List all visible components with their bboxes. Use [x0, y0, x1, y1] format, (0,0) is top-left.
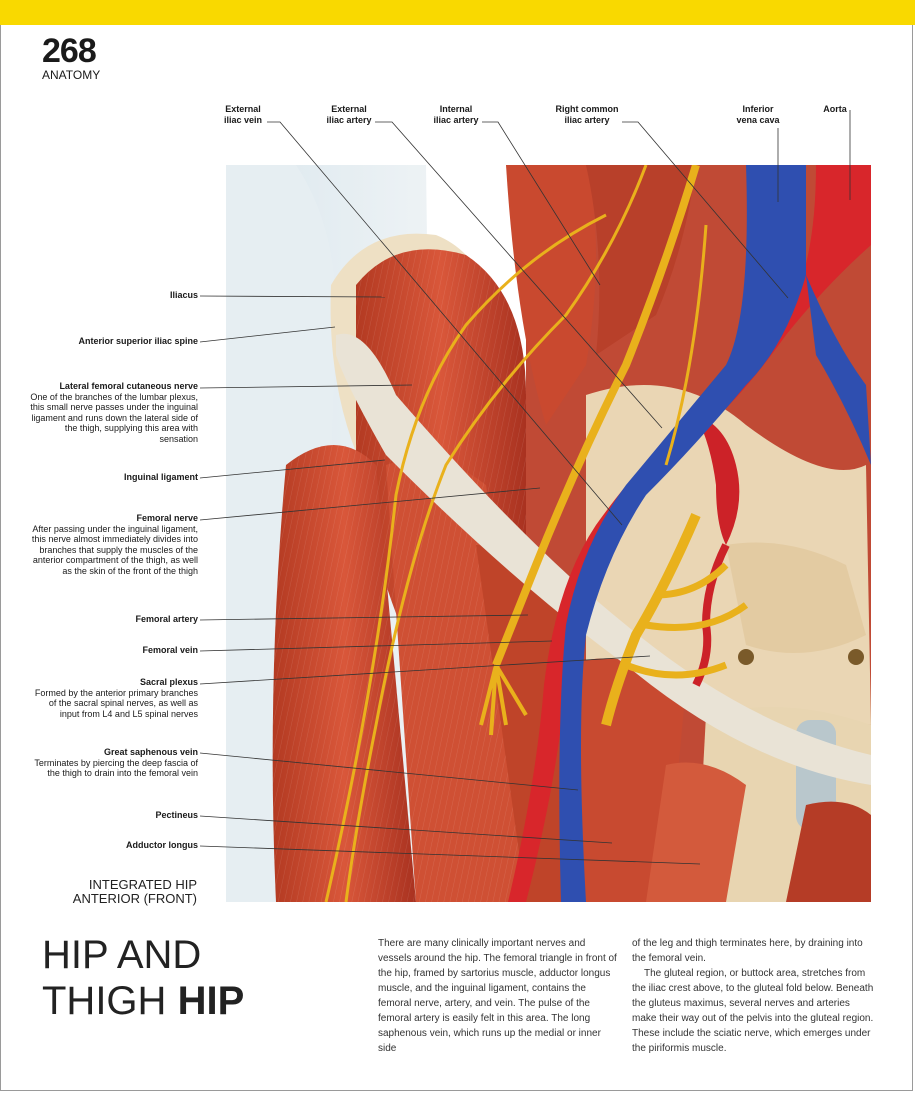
label-femoral-nerve: Femoral nerve After passing under the inguinal ligament, this nerve almost immediately divides into branches that supply the muscles of the anterior compartment of the thigh, as well as the skin of the front of the thigh [31, 513, 198, 576]
body-column-1: There are many clinically important nerves and vessels around the hip. The femoral triangle in front of the hip, framed by sartorius muscle, adductor longus muscle, and the inguinal ligament, contains the femoral nerve, artery, and vein. The pulse of the femoral artery is easily felt in this area. The long saphenous vein, which runs up the medial or inner side [378, 938, 617, 1054]
label-iliacus: Iliacus [169, 290, 198, 300]
label-lateral-femoral-cutaneous-nerve: Lateral femoral cutaneous nerve One of the branches of the lumbar plexus, this small nerve passes under the inguinal ligament and runs down the lateral side of the thigh, supplying this area with sensation [30, 381, 198, 444]
label-femoral-vein: Femoral vein [142, 645, 198, 655]
section-name: ANATOMY [42, 68, 101, 82]
page-number: 268 [42, 32, 96, 70]
label-adductor-longus: Adductor longus [126, 840, 198, 850]
label-internal-iliac-artery: Internal iliac artery [433, 104, 479, 125]
hip-anatomy-illustration [226, 165, 871, 902]
label-sacral-plexus: Sacral plexus Formed by the anterior primary branches of the sacral spinal nerves, as well as input from L4 and L5 spinal nerves [34, 677, 198, 719]
figure-caption: INTEGRATED HIP ANTERIOR (FRONT) [72, 877, 197, 906]
body-column-2: of the leg and thigh terminates here, by draining into the femoral vein. The gluteal region, or buttock area, stretches from the iliac crest above, to the gluteal fold below. Beneath the gluteus maximus, several nerves and arteries make their way out of the pelvis into the gluteal region. These include the sciatic nerve, which emerges under the piriformis muscle. [632, 938, 874, 1054]
accent-bar [0, 0, 915, 25]
label-external-iliac-artery: External iliac artery [326, 104, 372, 125]
label-pectineus: Pectineus [155, 810, 198, 820]
label-great-saphenous-vein: Great saphenous vein Terminates by piercing the deep fascia of the thigh to drain into the femoral vein [34, 747, 198, 778]
label-right-common-iliac-artery: Right common iliac artery [555, 104, 619, 125]
label-femoral-artery: Femoral artery [135, 614, 198, 624]
label-external-iliac-vein: External iliac vein [223, 104, 263, 125]
label-inferior-vena-cava: Inferior vena cava [736, 104, 780, 125]
page-title: HIP AND THIGH HIP [42, 933, 245, 1023]
label-anterior-superior-iliac-spine: Anterior superior iliac spine [78, 336, 198, 346]
label-aorta: Aorta [823, 104, 847, 114]
label-inguinal-ligament: Inguinal ligament [123, 472, 198, 482]
